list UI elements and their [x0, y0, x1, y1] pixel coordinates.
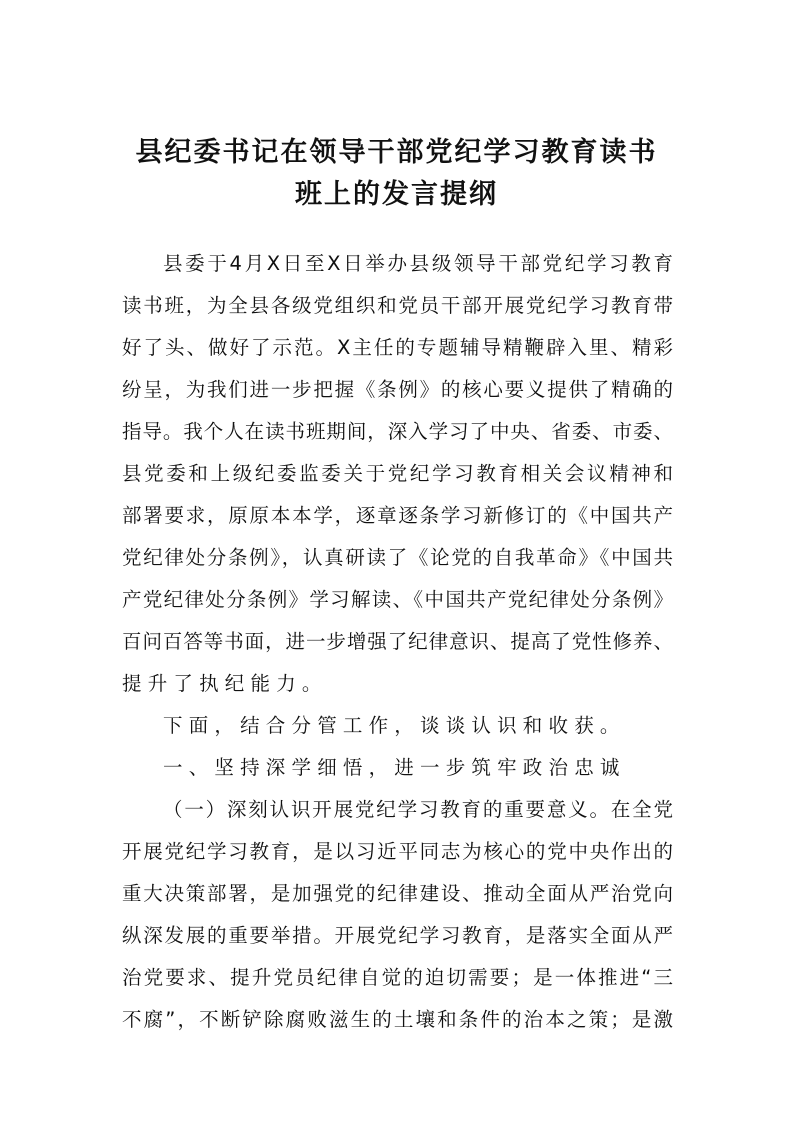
- body-text-line: 重大决策部署，是加强党的纪律建设、推动全面从严治党向: [122, 882, 673, 905]
- body-text-line: 纵深发展的重要举措。开展党纪学习教育，是落实全面从严: [122, 924, 673, 947]
- body-text-line: 好了头、做好了示范。X主任的专题辅导精鞭辟入里、精彩: [122, 336, 673, 359]
- body-text-line: 下面，结合分管工作，谈谈认识和收获。: [163, 714, 626, 737]
- document-title-line-1: 县纪委书记在领导干部党纪学习教育读书: [135, 137, 658, 168]
- body-text-line: 指导。我个人在读书班期间，深入学习了中央、省委、市委、: [122, 420, 673, 443]
- body-text-line: 党纪律处分条例》，认真研读了《论党的自我革命》《中国共: [122, 546, 673, 569]
- document-body: [122, 249, 673, 1047]
- body-text-line: 读书班，为全县各级党组织和党员干部开展党纪学习教育带: [122, 294, 673, 317]
- document-title-line-2: 班上的发言提纲: [295, 179, 498, 210]
- body-text-line: 百问百答等书面，进一步增强了纪律意识、提高了党性修养、: [122, 630, 673, 653]
- body-text-line: 不腐”，不断铲除腐败滋生的土壤和条件的治本之策；是激: [122, 1008, 673, 1031]
- body-text-line: （一）深刻认识开展党纪学习教育的重要意义。在全党: [163, 798, 673, 821]
- body-text-line: 开展党纪学习教育，是以习近平同志为核心的党中央作出的: [122, 840, 673, 863]
- body-text-line: 县党委和上级纪委监委关于党纪学习教育相关会议精神和: [122, 462, 673, 485]
- body-text-line: 提升了执纪能力。: [122, 672, 328, 695]
- body-text-line: 产党纪律处分条例》学习解读、《中国共产党纪律处分条例》: [122, 588, 673, 611]
- body-text-line: 治党要求、提升党员纪律自觉的迫切需要；是一体推进“三: [122, 966, 673, 989]
- body-text-line: 县委于4月X日至X日举办县级领导干部党纪学习教育: [163, 252, 673, 275]
- body-text-line: 部署要求，原原本本学，逐章逐条学习新修订的《中国共产: [122, 504, 673, 527]
- body-text-line: 纷呈，为我们进一步把握《条例》的核心要义提供了精确的: [122, 378, 673, 401]
- body-text-line: 一、坚持深学细悟，进一步筑牢政治忠诚: [163, 756, 626, 779]
